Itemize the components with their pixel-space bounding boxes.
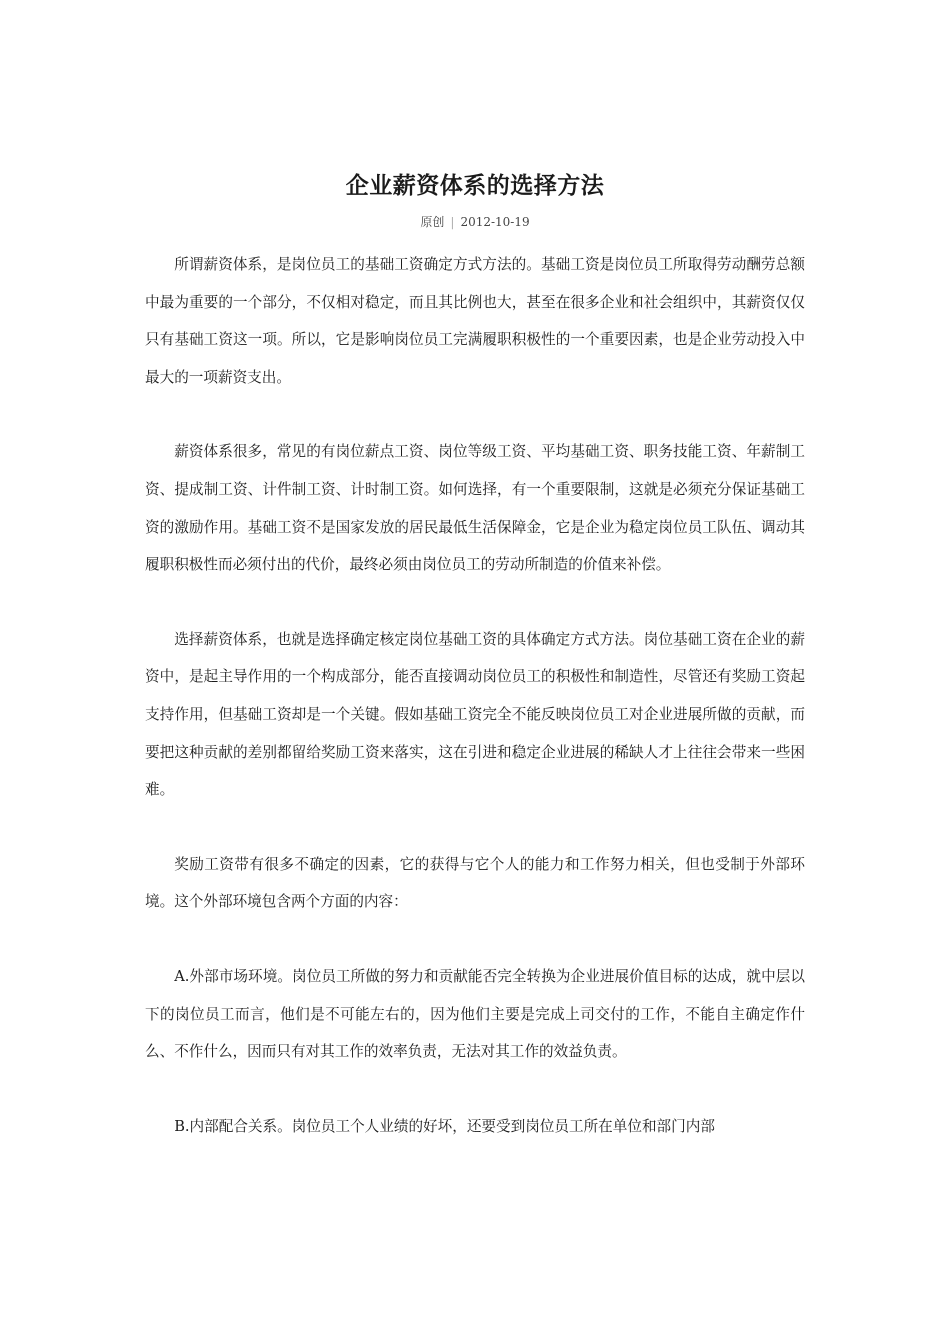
paragraph-gap	[145, 1071, 805, 1108]
article-date: 2012-10-19	[460, 215, 530, 229]
paragraph-6: B.内部配合关系。岗位员工个人业绩的好坏，还要受到岗位员工所在单位和部门内部	[174, 1117, 715, 1135]
paragraph-gap	[145, 584, 805, 621]
paragraph-3: 选择薪资体系，也就是选择确定核定岗位基础工资的具体确定方式方法。岗位基础工资在企业的薪资中，是起主导作用的一个构成部分，能否直接调动岗位员工的积极性和制造性，尽管还有奖励工资起支持作用，但基础工资却是一个关键。假如基础工资完全不能反映岗位员工对企业进展所做的贡献，而要把这种贡献的差别都留给奖励工资来落实，这在引进和稳定企业进展的稀缺人才上往往会带来一些困难。	[145, 630, 805, 799]
paragraph-5: A.外部市场环境。岗位员工所做的努力和贡献能否完全转换为企业进展价值目标的达成，就中层以下的岗位员工而言，他们是不可能左右的，因为他们主要是完成上司交付的工作，不能自主确定作什么、不作什么，因而只有对其工作的效率负责，无法对其工作的效益负责。	[145, 967, 805, 1061]
paragraph-gap	[145, 921, 805, 958]
paragraph-2: 薪资体系很多，常见的有岗位薪点工资、岗位等级工资、平均基础工资、职务技能工资、年薪制工资、提成制工资、计件制工资、计时制工资。如何选择，有一个重要限制，这就是必须充分保证基础工资的激励作用。基础工资不是国家发放的居民最低生活保障金，它是企业为稳定岗位员工队伍、调动其履职积极性而必须付出的代价，最终必须由岗位员工的劳动所制造的价值来补偿。	[145, 443, 805, 574]
article-source: 原创	[420, 215, 445, 229]
meta-separator: |	[450, 215, 455, 229]
paragraph-1: 所谓薪资体系，是岗位员工的基础工资确定方式方法的。基础工资是岗位员工所取得劳动酬劳总额中最为重要的一个部分，不仅相对稳定，而且其比例也大，甚至在很多企业和社会组织中，其薪资仅仅只有基础工资这一项。所以，它是影响岗位员工完满履职积极性的一个重要因素，也是企业劳动投入中最大的一项薪资支出。	[145, 256, 805, 386]
article-meta	[145, 212, 805, 232]
article	[145, 168, 805, 1145]
paragraph-4: 奖励工资带有很多不确定的因素，它的获得与它个人的能力和工作努力相关，但也受制于外部环境。这个外部环境包含两个方面的内容：	[145, 855, 805, 911]
article-title: 企业薪资体系的选择方法	[345, 173, 605, 199]
paragraph-gap	[145, 396, 805, 433]
paragraph-gap	[145, 809, 805, 846]
